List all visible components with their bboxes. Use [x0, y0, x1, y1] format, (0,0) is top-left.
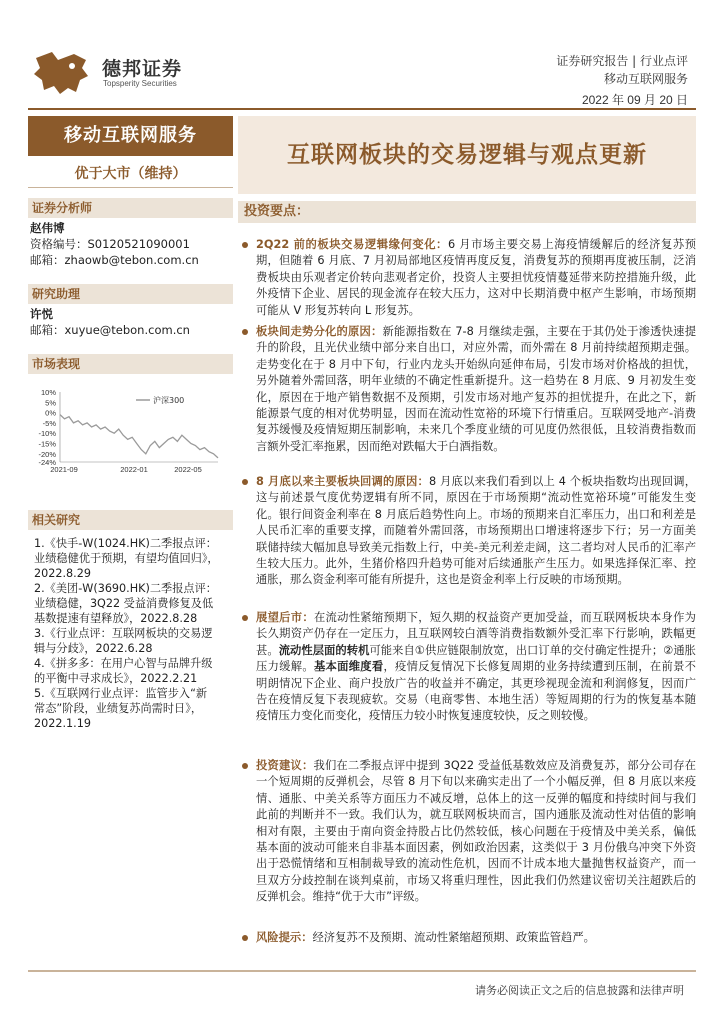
bullet-dot	[242, 763, 248, 769]
related-research-item[interactable]: 2022.8.29	[34, 567, 91, 580]
y-tick-label: 5%	[45, 398, 56, 408]
bullet-text: 我们在二季报点评中提到 3Q22 受益低基数效应及消费复苏，部分公司存在一个短周期的反弹机会，尽管 8 月下旬以来确实走出了一个小幅反弹，但 8 月底以来疫情、通胀、中美关系等方面压力不减反增，总体上的这一反弹的幅度和持续时间与我们此前的判断并不一致。我们认为，就互联网板块而言，国内通胀及流动性对估值的影响相对有限，主要由于南向资金持股占比仍然较低，核心问题在于疫情及中美关系，偏低基本面的波动可能来自非基本面因素，例如政治因素，这类似于 3 月份俄乌冲突下外资出于恐慌情绪和互相制裁导致的流动性危机，因而不计成本地大量抛售权益资产，而一旦双方分歧控制在谈判桌前，市场又将重归理性，因此我们仍然建议密切关注超跌后的反弹机会。维持“优于大市”评级。	[256, 759, 696, 904]
bullet-lead: 展望后市：	[256, 611, 314, 624]
bullet-text: 8 月底以来我们看到以上 4 个板块指数均出现回调，这与前述景气度优势逻辑有所不同，原因在于市场预期“流动性宽裕环境”可能发生变化。银行间资金利率在 8 月底后趋势性向上。市场的预期来自汇率压力，出口和利差是人民币汇率的重要支撑，而随着外需回落，市场预期出口增速将逐步下行；另一方面美联储持续大幅加息导致美元指数上行，中美-美元利差走阔，这二者均对人民币的汇率产生较大压力。此外，生猪价格四升趋势可能对后续通胀产生压力。如果选择保汇率、控通胀，那么资金利率可能有所提升，这也是资金利率上行反映的市场预期。	[256, 475, 697, 587]
related-research-item[interactable]: 4.《拼多多：在用户心智与品牌升级	[34, 657, 213, 670]
y-tick-label: 10%	[40, 388, 56, 397]
bullet-lead: 2Q22 前的板块交易逻辑缘何变化：	[256, 238, 448, 251]
related-heading: 相关研究	[28, 510, 233, 530]
report-type: 证券研究报告 | 行业点评	[556, 54, 688, 68]
bullet-4	[242, 610, 696, 725]
y-tick-label: -15%	[38, 439, 56, 449]
bullet-dot	[242, 479, 248, 485]
assistant-heading: 研究助理	[28, 284, 233, 304]
bullet-lead: 投资建议：	[256, 759, 314, 772]
report-industry: 移动互联网服务	[603, 72, 688, 86]
bullet-lead: 板块间走势分化的原因：	[256, 325, 383, 338]
industry-banner: 移动互联网服务	[28, 116, 233, 156]
brand-name-en: Topsperity Securities	[103, 79, 177, 88]
bullet-text: 在流动性紧缩预期下，短久期的权益资产更加受益，而互联网板块本身作为长久期资产仍存在一定压力，且互联网较白酒等消费指数额外受汇率下行影响，跌幅更甚。	[256, 611, 696, 657]
bullet-text: 经济复苏不及预期、流动性紧缩超预期、政策监管趋严。	[312, 931, 595, 944]
y-tick-label: -24%	[38, 458, 56, 467]
market-chart	[28, 384, 233, 480]
bullet-dot	[242, 935, 248, 941]
related-research-list	[34, 536, 234, 731]
footer-divider	[28, 970, 696, 972]
bullet-text: 可能来自①供应链限制放宽，出口订单的交付确定性提升；②通胀压力缓解。	[256, 643, 696, 674]
y-tick-label: -10%	[38, 429, 56, 439]
report-meta	[556, 52, 688, 109]
bullet-5	[242, 758, 696, 906]
x-tick-label: 2022-01	[120, 465, 148, 474]
brand-logo	[30, 48, 200, 98]
bull-logo-icon	[30, 48, 94, 98]
y-tick-label: 0%	[45, 408, 56, 418]
related-research-item[interactable]: 1.《快手-W(1024.HK)二季报点评：	[34, 537, 217, 550]
bullet-lead: 风险提示：	[256, 931, 313, 944]
related-research-item[interactable]: 业绩稳健，3Q22 受益消费修复及低	[34, 597, 214, 610]
bullet-bold: 基本面维度看	[313, 660, 384, 674]
market-heading: 市场表现	[28, 354, 233, 374]
bullet-bold: 流动性层面的转机	[278, 643, 370, 657]
bullet-1	[242, 237, 696, 319]
related-research-item[interactable]: 3.《行业点评：互联网板块的交易逻	[34, 627, 213, 640]
related-research-item[interactable]: 辑与分歧》，2022.6.28	[34, 642, 153, 655]
related-research-item[interactable]: 2.《美团-W(3690.HK)二季报点评：	[34, 582, 217, 595]
legend-label: 沪深300	[153, 396, 185, 405]
bullet-text: ，疫情反复情况下长修复周期的业务持续遭到压制，在前景不明朗情况下企业、商户投放广告的收益并不确定，其更珍视现金流和利润修复，因而广告在疫情反复下表现疲软。交易（电商零售、本地生活）等短周期的行为的恢复基本随疫情压力变化而变化，疫情压力较小时恢复速度较快，反之则较慢。	[256, 660, 696, 723]
related-research-item[interactable]: 的平衡中寻求成长》，2022.2.21	[34, 672, 198, 685]
related-research-item[interactable]: 5.《互联网行业点评：监管步入“新	[34, 687, 208, 700]
title-banner	[238, 116, 696, 194]
y-tick-label: -5%	[42, 418, 56, 428]
brand-name-cn: 德邦证券	[102, 58, 183, 80]
assistant-email[interactable]: 邮箱：xuyue@tebon.com.cn	[30, 323, 190, 337]
bullet-6	[242, 930, 696, 946]
analyst-cert: 资格编号：S0120521090001	[30, 237, 190, 251]
header-divider	[28, 108, 696, 110]
related-research-item[interactable]: 业绩稳健优于预期，有望均值回归》，	[34, 552, 219, 565]
rating-label: 优于大市（维持）	[28, 160, 233, 188]
bullet-lead: 8 月底以来主要板块回调的原因：	[256, 475, 429, 488]
series-line-hs300	[60, 415, 218, 458]
bullet-dot	[242, 242, 248, 248]
related-research-item[interactable]: 基数提速有望释放》，2022.8.28	[34, 612, 198, 625]
related-research-item[interactable]: 常态”阶段，业绩复苏尚需时日》，	[34, 702, 203, 715]
bullet-text: 新能源指数在 7-8 月继续走强，主要在于其仍处于渗透快速提升的阶段，且光伏业绩中部分来自出口，对应外需，而外需在 8 月前持续超预期走强。走势变化在于 8 月中下旬，行业内龙头开始纵向延伸布局，引发市场对价格战的担忧，另外随着外需回落，明年业绩的不确定性重新提升。这一趋势在 8 月底、9 月初发生变化，原因在于地产销售数据不及预期，引发市场对地产复苏的担忧提升，在此之下，新能源景气度的相对优势明显，因而在流动性宽裕的环境下行情重启。互联网受地产-消费复苏缓慢及疫情短期压制影响，未来几个季度业绩的可见度仍然很低，且较消费指数而言额外受汇率拖累，因而绝对跌幅大于白酒指数。	[256, 325, 696, 453]
analyst-name: 赵伟博	[30, 221, 65, 235]
bullet-dot	[242, 615, 248, 621]
page-title: 互联网板块的交易逻辑与观点更新	[287, 142, 647, 168]
report-date: 2022 年 09 月 20 日	[581, 93, 688, 107]
x-tick-label: 2022-05	[174, 465, 202, 474]
bullet-text: 6 月市场主要交易上海疫情缓解后的经济复苏预期，但随着 6 月底、7 月初局部地区疫情再度反复，消费复苏的预期再度被压制，泛消费板块由乐观者定价转向悲观者定价，投资人主要担忧疫情蔓延带来防控措施升级，此外疫情下企业、居民的现金流存在较大压力，这对中长期消费中枢产生影响，市场预期可能从 V 形复苏转向 L 形复苏。	[256, 238, 697, 317]
related-research-item[interactable]: 2022.1.19	[34, 717, 91, 730]
analyst-heading: 证券分析师	[28, 198, 233, 218]
analyst-email[interactable]: 邮箱：zhaowb@tebon.com.cn	[30, 253, 199, 267]
y-tick-label: -20%	[38, 449, 56, 459]
body-heading: 投资要点：	[238, 201, 696, 223]
x-tick-label: 2021-09	[50, 465, 78, 474]
bullet-dot	[242, 329, 248, 335]
bullet-3	[242, 474, 696, 589]
assistant-name: 许悦	[30, 307, 53, 321]
bullet-2	[242, 324, 696, 455]
footer-disclaimer[interactable]: 请务必阅读正文之后的信息披露和法律声明	[475, 984, 684, 997]
